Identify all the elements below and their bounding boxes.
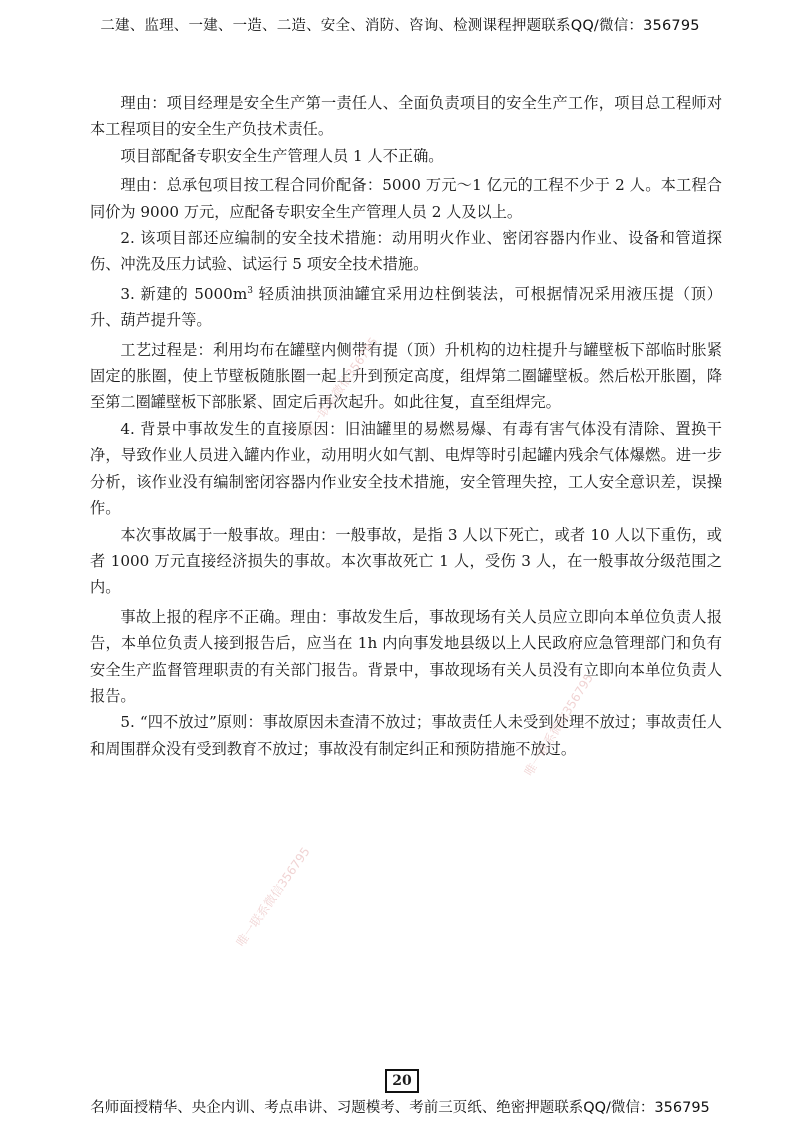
header-contact-banner: 二建、监理、一建、一造、二造、安全、消防、咨询、检测课程押题联系QQ/微信：356795 [100,18,700,34]
watermark-stamp: 唯一联系微信356795 [521,671,596,779]
page-number: 20 [385,1069,419,1093]
paragraph-reason-manager: 理由：项目经理是安全生产第一责任人、全面负责项目的安全生产工作，项目总工程师对本工程项目的安全生产负技术责任。 [90,94,722,139]
paragraph-reporting: 事故上报的程序不正确。理由：事故发生后，事故现场有关人员应立即向本单位负责人报告，本单位负责人接到报告后，应当在 1h 内向事发地县级以上人民政府应急管理部门和负有安全生产监督管理职责的有关部门报告。背景中，事故现场有关人员没有立即向本单位负责人报告。 [90,607,722,705]
paragraph-answer-5: 5. “四不放过”原则：事故原因未查清不放过；事故责任人未受到处理不放过；事故责任人和周围群众没有受到教育不放过；事故没有制定纠正和预防措施不放过。 [90,713,722,758]
answer-3-text-end: 轻质油拱顶油罐宜采用边柱倒装法，可根据情况采用液压提（顶）升、葫芦提升等。 [90,284,722,330]
paragraph-safety-staff-incorrect: 项目部配备专职安全生产管理人员 1 人不正确。 [120,146,444,165]
paragraph-accident-level: 本次事故属于一般事故。理由：一般事故，是指 3 人以下死亡，或者 10 人以下重伤，或者 1000 万元直接经济损失的事故。本次事故死亡 1 人，受伤 3 人，在一般事故分级范围之内。 [90,525,722,597]
watermark-stamp: 唯一联系微信356795 [301,334,381,440]
paragraph-answer-2: 2. 该项目部还应编制的安全技术措施：动用明火作业、密闭容器内作业、设备和管道探伤、冲洗及压力试验、试运行 5 项安全技术措施。 [90,229,722,274]
paragraph-process: 工艺过程是：利用均布在罐壁内侧带有提（顶）升机构的边柱提升与罐壁板下部临时胀紧固定的胀圈，使上节壁板随胀圈一起上升到预定高度，组焊第二圈罐壁板。然后松开胀圈，降至第二圈罐壁板下部胀紧、固定后再次起升。如此往复，直至组焊完。 [90,340,722,412]
paragraph-answer-3 [90,281,722,334]
watermark-stamp: 唯一联系微信356795 [233,844,313,950]
cubic-superscript: 3 [247,285,253,296]
footer-contact-banner: 名师面授精华、央企内训、考点串讲、习题模考、考前三页纸、绝密押题联系QQ/微信：356795 [90,1100,710,1116]
paragraph-answer-4: 4. 背景中事故发生的直接原因：旧油罐里的易燃易爆、有毒有害气体没有清除、置换干净，导致作业人员进入罐内作业，动用明火如气割、电焊等时引起罐内残余气体爆燃。进一步分析，该作业没有编制密闭容器内作业安全技术措施，安全管理失控，工人安全意识差，误操作。 [90,419,722,518]
document-body [90,90,722,762]
paragraph-safety-staff-reason: 理由：总承包项目按工程合同价配备：5000 万元～1 亿元的工程不少于 2 人。本工程合同价为 9000 万元，应配备专职安全生产管理人员 2 人及以上。 [90,176,722,221]
answer-3-text-start: 3. 新建的 5000m [120,284,248,303]
